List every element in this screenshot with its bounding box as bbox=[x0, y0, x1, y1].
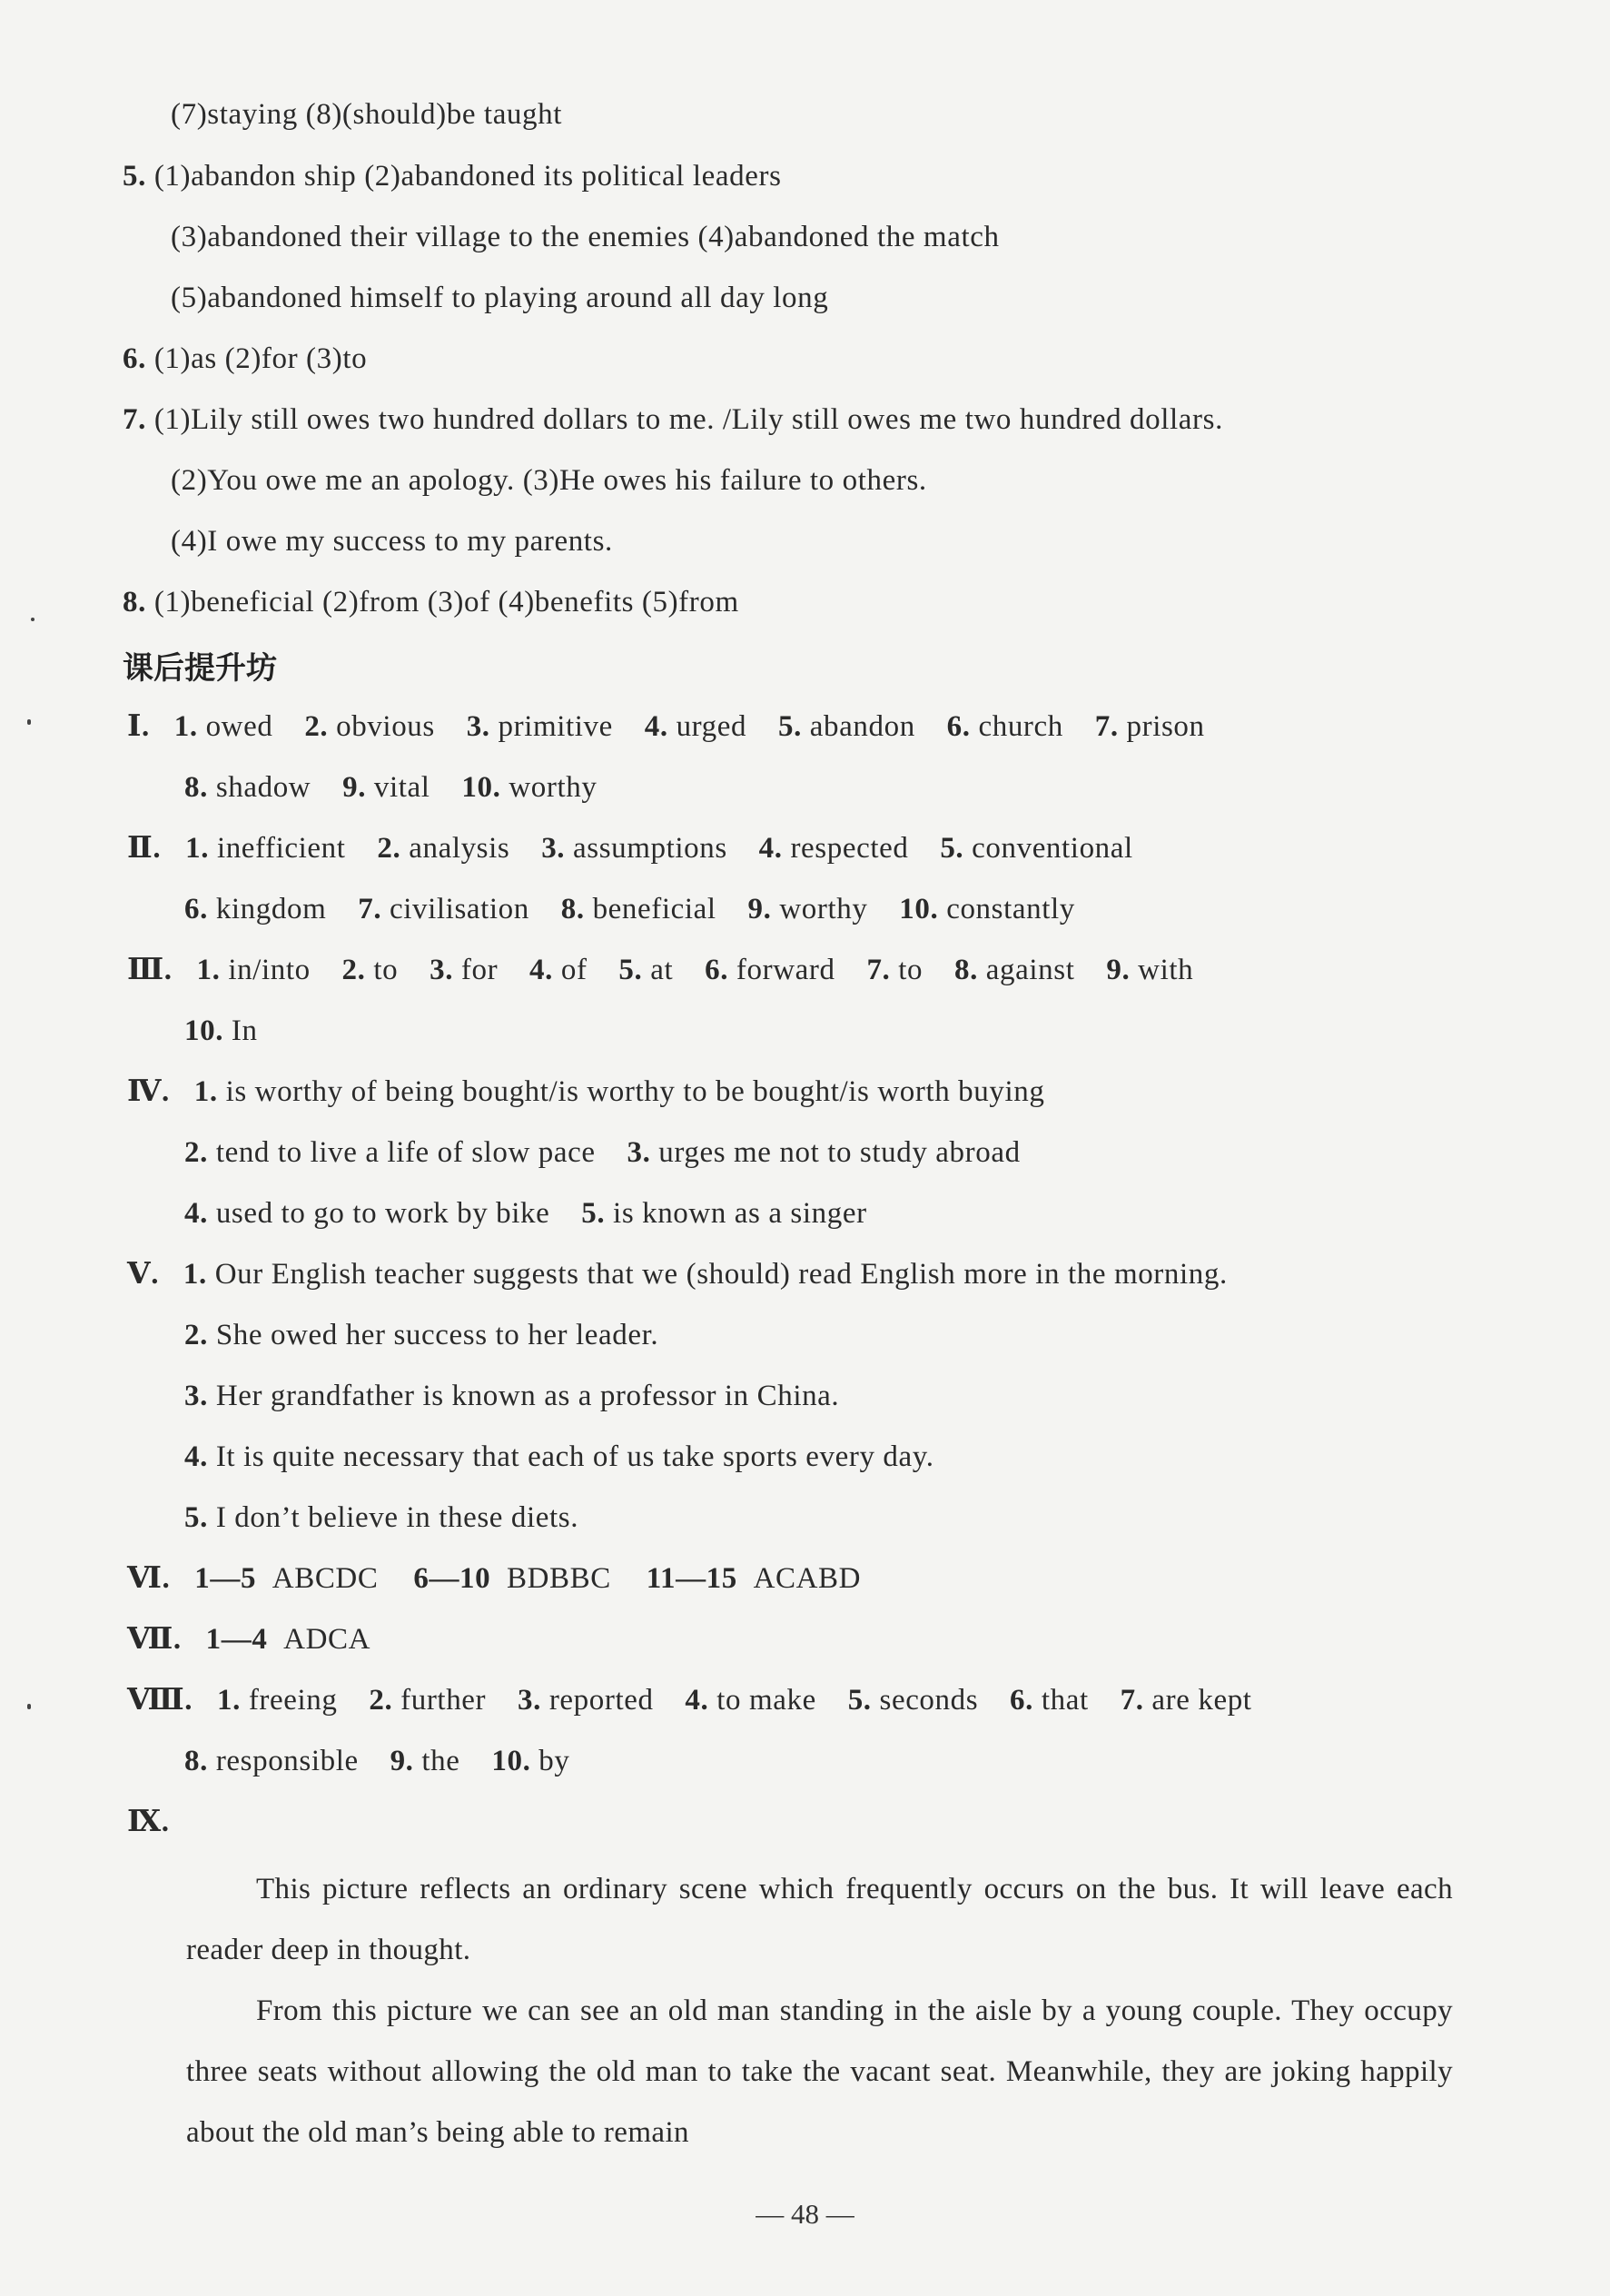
item-7-line-3: (4)I owe my success to my parents. bbox=[171, 525, 613, 558]
section-5-row-2: 2. She owed her success to her leader. bbox=[184, 1319, 659, 1351]
essay-paragraph-1: This picture reflects an ordinary scene which frequently occurs on the bus. It will leave each reader deep in thought. bbox=[186, 1873, 1453, 1966]
section-3-row-1: Ⅲ. 1. in/into 2. to 3. for 4. of 5. at 6. forward 7. to 8. against 9. with bbox=[127, 954, 1194, 986]
section-9-label: Ⅸ. bbox=[127, 1806, 170, 1838]
section-2-row-2: 6. kingdom 7. civilisation 8. beneficial 9. worthy 10. constantly bbox=[184, 893, 1075, 925]
section-2-row-1: Ⅱ. 1. inefficient 2. analysis 3. assumptions 4. respected 5. conventional bbox=[127, 832, 1133, 865]
section-3-row-2: 10. In bbox=[184, 1014, 258, 1047]
line-4-continued: (7)staying (8)(should)be taught bbox=[171, 98, 563, 131]
section-5-row-1: Ⅴ. 1. Our English teacher suggests that we (should) read English more in the morning. bbox=[127, 1258, 1228, 1291]
section-4-row-3: 4. used to go to work by bike 5. is known as a singer bbox=[184, 1197, 867, 1230]
section-7-row: Ⅶ. 1—4 ADCA bbox=[127, 1623, 371, 1656]
item-7: 7. (1)Lily still owes two hundred dollars to me. /Lily still owes me two hundred dollars. bbox=[123, 403, 1223, 436]
page-number: — 48 — bbox=[756, 2198, 854, 2230]
section-5-row-5: 5. I don’t believe in these diets. bbox=[184, 1501, 579, 1534]
essay-paragraph-2: From this picture we can see an old man standing in the aisle by a young couple. They occupy three seats without allowing the old man to take the vacant seat. Meanwhile, they are joking happily about the old man’s being able to remain bbox=[186, 1994, 1453, 2149]
item-7-line-2: (2)You owe me an apology. (3)He owes his failure to others. bbox=[171, 464, 927, 497]
section-5-row-3: 3. Her grandfather is known as a professor in China. bbox=[184, 1380, 840, 1412]
section-8-row-1: Ⅷ. 1. freeing 2. further 3. reported 4. to make 5. seconds 6. that 7. are kept bbox=[127, 1684, 1252, 1717]
margin-speck bbox=[27, 1704, 31, 1709]
margin-speck bbox=[31, 618, 35, 621]
section-8-row-2: 8. responsible 9. the 10. by bbox=[184, 1745, 570, 1777]
item-8: 8. (1)beneficial (2)from (3)of (4)benefits (5)from bbox=[123, 586, 739, 619]
item-5: 5. (1)abandon ship (2)abandoned its political leaders bbox=[123, 160, 782, 193]
item-5-line-2: (3)abandoned their village to the enemies (4)abandoned the match bbox=[171, 221, 1000, 253]
section-1-row-1: Ⅰ. 1. owed 2. obvious 3. primitive 4. urged 5. abandon 6. church 7. prison bbox=[127, 710, 1205, 743]
section-title: 课后提升坊 bbox=[123, 650, 277, 687]
section-4-row-1: Ⅳ. 1. is worthy of being bought/is worthy to be bought/is worth buying bbox=[127, 1075, 1045, 1108]
margin-speck bbox=[27, 719, 31, 725]
section-1-row-2: 8. shadow 9. vital 10. worthy bbox=[184, 771, 598, 804]
section-5-row-4: 4. It is quite necessary that each of us take sports every day. bbox=[184, 1440, 934, 1473]
item-6: 6. (1)as (2)for (3)to bbox=[123, 342, 368, 375]
section-4-row-2: 2. tend to live a life of slow pace 3. urges me not to study abroad bbox=[184, 1136, 1021, 1169]
item-5-line-3: (5)abandoned himself to playing around all day long bbox=[171, 282, 829, 314]
section-6-row: Ⅵ. 1—5 ABCDC 6—10 BDBBC 11—15 ACABD bbox=[127, 1562, 862, 1595]
